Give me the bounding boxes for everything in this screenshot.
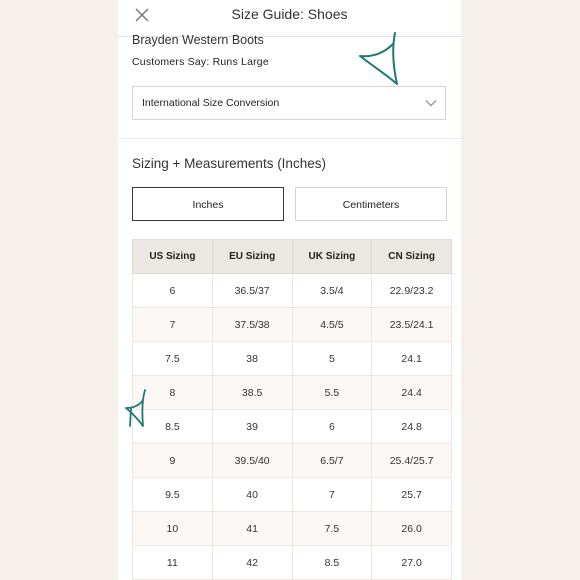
customers-say-fit: Customers Say: Runs Large — [132, 56, 269, 68]
table-cell: 6.5/7 — [292, 444, 372, 478]
table-cell: 5 — [292, 342, 372, 376]
column-header-us: US Sizing — [133, 240, 213, 274]
teal-logo-mark — [123, 388, 151, 430]
product-name: Brayden Western Boots — [132, 33, 264, 47]
table-cell: 24.8 — [372, 410, 452, 444]
table-cell: 7.5 — [292, 512, 372, 546]
international-size-conversion-dropdown[interactable] — [132, 86, 446, 120]
column-header-eu: EU Sizing — [212, 240, 292, 274]
table-row — [133, 444, 452, 478]
page-title: Size Guide: Shoes — [231, 6, 348, 22]
size-guide-header — [118, 0, 461, 37]
table-cell: 24.1 — [372, 342, 452, 376]
dropdown-label: International Size Conversion — [142, 97, 280, 109]
table-cell: 7.5 — [133, 342, 213, 376]
table-cell: 22.9/23.2 — [372, 274, 452, 308]
table-cell: 40 — [212, 478, 292, 512]
table-cell: 39 — [212, 410, 292, 444]
table-cell: 36.5/37 — [212, 274, 292, 308]
table-cell: 11 — [133, 546, 213, 580]
column-header-uk: UK Sizing — [292, 240, 372, 274]
table-row — [133, 478, 452, 512]
table-cell: 23.5/24.1 — [372, 308, 452, 342]
size-guide-panel — [118, 0, 461, 580]
inches-button[interactable]: Inches — [132, 187, 284, 221]
table-cell: 25.4/25.7 — [372, 444, 452, 478]
table-cell: 10 — [133, 512, 213, 546]
column-header-cn: CN Sizing — [372, 240, 452, 274]
table-row — [133, 546, 452, 580]
table-cell: 3.5/4 — [292, 274, 372, 308]
table-cell: 8.5 — [292, 546, 372, 580]
table-cell: 6 — [292, 410, 372, 444]
table-cell: 24.4 — [372, 376, 452, 410]
chevron-down-icon — [425, 97, 437, 109]
table-cell: 38.5 — [212, 376, 292, 410]
table-row — [133, 308, 452, 342]
table-cell: 4.5/5 — [292, 308, 372, 342]
table-cell: 25.7 — [372, 478, 452, 512]
table-cell: 38 — [212, 342, 292, 376]
section-title: Sizing + Measurements (Inches) — [132, 156, 326, 171]
table-cell: 7 — [292, 478, 372, 512]
table-cell: 9.5 — [133, 478, 213, 512]
teal-logo-mark — [355, 30, 405, 88]
table-row — [133, 342, 452, 376]
table-cell: 27.0 — [372, 546, 452, 580]
table-cell: 8.5 — [133, 410, 213, 444]
table-cell: 5.5 — [292, 376, 372, 410]
table-cell: 6 — [133, 274, 213, 308]
table-cell: 7 — [133, 308, 213, 342]
table-cell: 26.0 — [372, 512, 452, 546]
table-row — [133, 410, 452, 444]
table-cell: 8 — [133, 376, 213, 410]
table-header-row — [133, 240, 452, 274]
table-cell: 9 — [133, 444, 213, 478]
table-row — [133, 376, 452, 410]
table-cell: 39.5/40 — [212, 444, 292, 478]
section-divider — [118, 138, 461, 139]
table-cell: 37.5/38 — [212, 308, 292, 342]
table-cell: 42 — [212, 546, 292, 580]
table-row — [133, 274, 452, 308]
table-cell: 41 — [212, 512, 292, 546]
table-row — [133, 512, 452, 546]
size-conversion-table — [132, 239, 452, 580]
centimeters-button[interactable]: Centimeters — [295, 187, 447, 221]
